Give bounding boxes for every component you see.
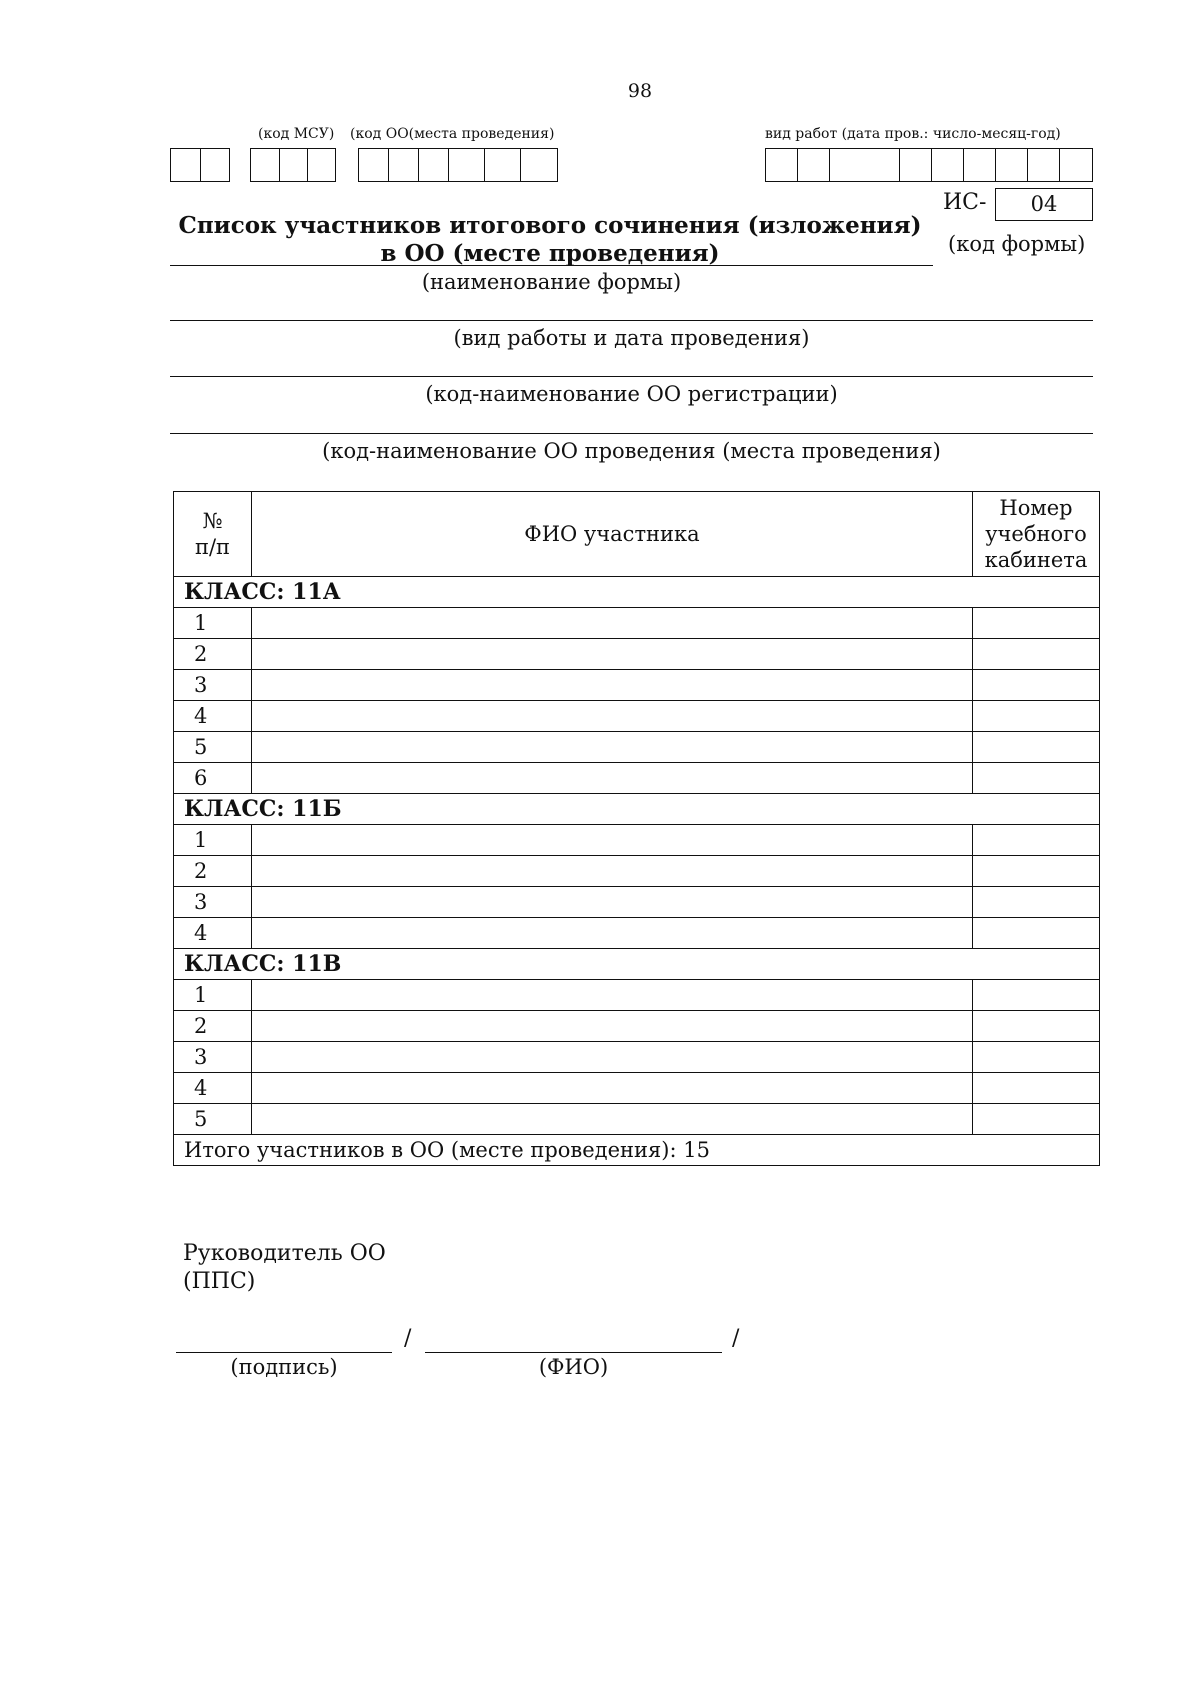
col-num-header-line-2: п/п xyxy=(194,535,231,559)
fio-cell[interactable] xyxy=(252,608,973,639)
fio-cell[interactable] xyxy=(252,732,973,763)
work-date-boxes[interactable] xyxy=(765,148,1093,182)
room-cell[interactable] xyxy=(973,608,1100,639)
row-number: 2 xyxy=(174,639,252,670)
room-cell[interactable] xyxy=(973,1011,1100,1042)
row-number: 2 xyxy=(174,856,252,887)
oo-code-label: (код ОО(места проведения) xyxy=(350,126,555,142)
form-code-caption: (код формы) xyxy=(948,232,1086,256)
col-room-header xyxy=(973,492,1100,577)
class-row-11v xyxy=(174,949,1100,980)
work-date-label: вид работ (дата пров.: число-месяц-год) xyxy=(765,126,1061,142)
work-date-line[interactable] xyxy=(170,320,1093,321)
signature-slash-1: / xyxy=(404,1326,412,1351)
signature-caption: (подпись) xyxy=(230,1355,338,1379)
msu-code-boxes[interactable] xyxy=(250,148,336,182)
col-room-header-line-3: кабинета xyxy=(984,548,1088,572)
room-cell[interactable] xyxy=(973,887,1100,918)
class-row-11a xyxy=(174,577,1100,608)
row-number: 1 xyxy=(174,608,252,639)
fio-cell[interactable] xyxy=(252,887,973,918)
form-name-caption: (наименование формы) xyxy=(421,270,682,294)
fio-cell[interactable] xyxy=(252,1042,973,1073)
table-row xyxy=(174,608,1100,639)
room-cell[interactable] xyxy=(973,639,1100,670)
fio-cell[interactable] xyxy=(252,825,973,856)
col-room-header-line-1: Номер xyxy=(999,496,1073,520)
row-number: 4 xyxy=(174,1073,252,1104)
fio-cell[interactable] xyxy=(252,918,973,949)
fio-line[interactable] xyxy=(425,1352,722,1353)
row-number: 6 xyxy=(174,763,252,794)
total-row xyxy=(174,1135,1100,1166)
row-number: 5 xyxy=(174,732,252,763)
fio-cell[interactable] xyxy=(252,763,973,794)
form-code-box: 04 xyxy=(995,188,1093,221)
room-cell[interactable] xyxy=(973,1104,1100,1135)
msu-region-boxes[interactable] xyxy=(170,148,230,182)
exam-oo-caption: (код-наименование ОО проведения (места проведения) xyxy=(322,439,941,463)
row-number: 5 xyxy=(174,1104,252,1135)
signature-slash-2: / xyxy=(732,1326,740,1351)
fio-cell[interactable] xyxy=(252,856,973,887)
table-row xyxy=(174,701,1100,732)
col-num-header-line-1: № xyxy=(202,509,223,533)
class-label: КЛАСС: 11Б xyxy=(174,794,1100,825)
total-text: Итого участников в ОО (месте проведения): 15 xyxy=(174,1135,1100,1166)
signature-role-line-2: (ППС) xyxy=(183,1269,256,1294)
fio-cell[interactable] xyxy=(252,1104,973,1135)
form-code-prefix: ИС- xyxy=(943,190,987,215)
signature-role-line-1: Руководитель ОО xyxy=(183,1241,386,1266)
exam-oo-line[interactable] xyxy=(170,433,1093,434)
col-num-header xyxy=(174,492,252,577)
table-row xyxy=(174,1104,1100,1135)
msu-code-label: (код МСУ) xyxy=(258,126,335,142)
room-cell[interactable] xyxy=(973,825,1100,856)
row-number: 3 xyxy=(174,887,252,918)
form-name-line xyxy=(170,265,933,266)
room-cell[interactable] xyxy=(973,732,1100,763)
fio-cell[interactable] xyxy=(252,1011,973,1042)
reg-oo-caption: (код-наименование ОО регистрации) xyxy=(425,382,838,406)
title-line-2: в ОО (месте проведения) xyxy=(380,240,720,267)
fio-cell[interactable] xyxy=(252,701,973,732)
fio-cell[interactable] xyxy=(252,980,973,1011)
title-line-1: Список участников итогового сочинения (изложения) xyxy=(178,212,922,239)
table-body xyxy=(174,577,1100,1166)
row-number: 4 xyxy=(174,918,252,949)
table-row xyxy=(174,856,1100,887)
room-cell[interactable] xyxy=(973,701,1100,732)
table-row xyxy=(174,980,1100,1011)
signature-role xyxy=(183,1240,386,1296)
table-row xyxy=(174,670,1100,701)
fio-cell[interactable] xyxy=(252,670,973,701)
class-row-11b xyxy=(174,794,1100,825)
table-row xyxy=(174,639,1100,670)
fio-caption: (ФИО) xyxy=(538,1355,609,1379)
table-row xyxy=(174,1011,1100,1042)
row-number: 3 xyxy=(174,670,252,701)
table-row xyxy=(174,825,1100,856)
table-row xyxy=(174,763,1100,794)
row-number: 4 xyxy=(174,701,252,732)
room-cell[interactable] xyxy=(973,1073,1100,1104)
row-number: 1 xyxy=(174,980,252,1011)
table-row xyxy=(174,918,1100,949)
col-fio-header: ФИО участника xyxy=(252,492,973,577)
table-row xyxy=(174,732,1100,763)
room-cell[interactable] xyxy=(973,856,1100,887)
oo-code-boxes[interactable] xyxy=(358,148,558,182)
table-row xyxy=(174,1042,1100,1073)
fio-cell[interactable] xyxy=(252,639,973,670)
room-cell[interactable] xyxy=(973,670,1100,701)
signature-line[interactable] xyxy=(176,1352,392,1353)
class-label: КЛАСС: 11В xyxy=(174,949,1100,980)
table-header-row xyxy=(174,492,1100,577)
page-number: 98 xyxy=(627,80,653,102)
row-number: 1 xyxy=(174,825,252,856)
table-row xyxy=(174,887,1100,918)
room-cell[interactable] xyxy=(973,980,1100,1011)
row-number: 2 xyxy=(174,1011,252,1042)
room-cell[interactable] xyxy=(973,1042,1100,1073)
room-cell[interactable] xyxy=(973,763,1100,794)
room-cell[interactable] xyxy=(973,918,1100,949)
col-room-header-line-2: учебного xyxy=(985,522,1087,546)
participants-table xyxy=(173,491,1100,1166)
work-date-caption: (вид работы и дата проведения) xyxy=(453,326,810,350)
row-number: 3 xyxy=(174,1042,252,1073)
fio-cell[interactable] xyxy=(252,1073,973,1104)
table-row xyxy=(174,1073,1100,1104)
document-title xyxy=(170,212,930,268)
class-label: КЛАСС: 11А xyxy=(174,577,1100,608)
reg-oo-line[interactable] xyxy=(170,376,1093,377)
